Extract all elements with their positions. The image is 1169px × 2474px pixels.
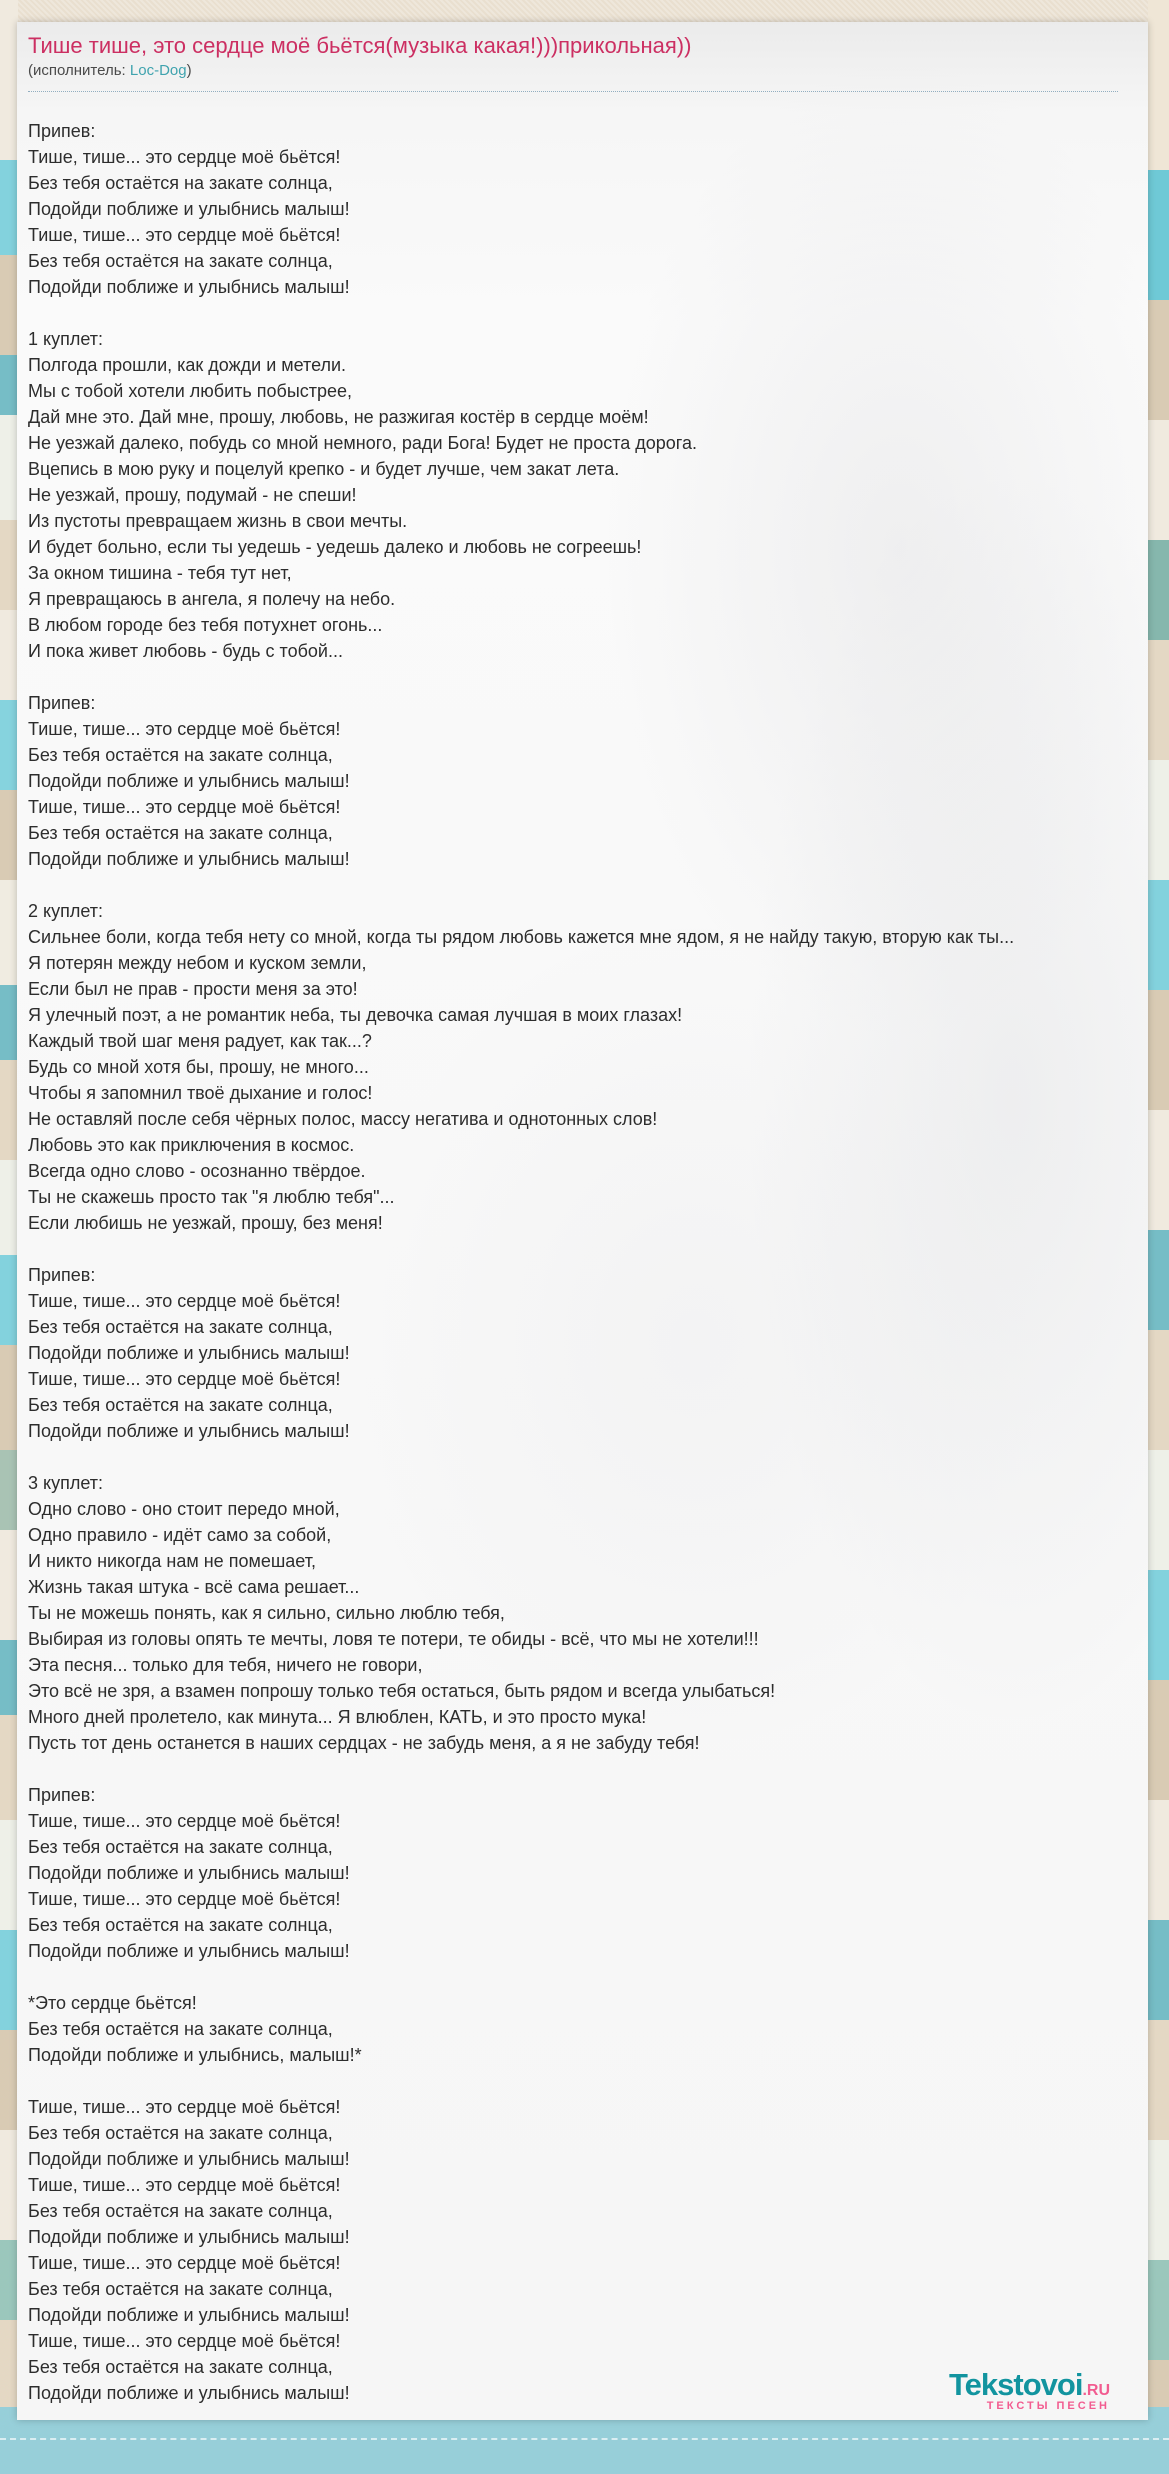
content-panel (17, 22, 1148, 2420)
site-logo-name: Tekstovoi (949, 2367, 1083, 2402)
site-logo-tld: .RU (1082, 2382, 1110, 2399)
lyrics-stanza: Припев: Тише, тише... это сердце моё бьётся! Без тебя остаётся на закате солнца, Подойди поближе и улыбнись малыш! Тише, тише... это сердце моё бьётся! Без тебя остаётся на закате солнца, Подойди поближе и улыбнись малыш! (28, 1784, 350, 1961)
patchwork-border-left (0, 0, 18, 2420)
song-title: Тише тише, это сердце моё бьётся(музыка какая!)))прикольная)) (28, 33, 692, 58)
lyrics-stanza: Припев: Тише, тише... это сердце моё бьётся! Без тебя остаётся на закате солнца, Подойди поближе и улыбнись малыш! Тише, тише... это сердце моё бьётся! Без тебя остаётся на закате солнца, Подойди поближе и улыбнись малыш! (28, 1264, 350, 1441)
lyrics-stanza: Припев: Тише, тише... это сердце моё бьётся! Без тебя остаётся на закате солнца, Подойди поближе и улыбнись малыш! Тише, тише... это сердце моё бьётся! Без тебя остаётся на закате солнца, Подойди поближе и улыбнись малыш! (28, 120, 350, 297)
lyrics-stanza: Припев: Тише, тише... это сердце моё бьётся! Без тебя остаётся на закате солнца, Подойди поближе и улыбнись малыш! Тише, тише... это сердце моё бьётся! Без тебя остаётся на закате солнца, Подойди поближе и улыбнись малыш! (28, 692, 350, 869)
lyrics-stanza: 3 куплет: Одно слово - оно стоит передо мной, Одно правило - идёт само за собой, И никто никогда нам не помешает, Жизнь такая штука - всё сама решает... Ты не можешь понять, как я сильно, сильно люблю тебя, Выбирая из головы опять те мечты, ловя те потери, те обиды - всё, что мы не хотели!!! Эта песня... только для тебя, ничего не говори, Это всё не зря, а взамен попрошу только тебя остаться, быть рядом и всегда улыбаться! Много дней пролетело, как минута... Я влюблен, КАТЬ, и это просто мука! Пусть тот день останется в наших сердцах - не забудь меня, а я не забуду тебя! (28, 1472, 776, 1753)
patchwork-border-right (1148, 0, 1169, 2420)
site-logo-tagline: ТЕКСТЫ ПЕСЕН (986, 2400, 1110, 2412)
artist-link[interactable]: Loc-Dog (129, 61, 187, 79)
lyrics-stanza: *Это сердце бьётся! Без тебя остаётся на закате солнца, Подойди поближе и улыбнись, малыш!* (28, 1992, 362, 2065)
lyrics-stanza: 1 куплет: Полгода прошли, как дожди и метели. Мы с тобой хотели любить побыстрее, Дай мне это. Дай мне, прошу, любовь, не разжигая костёр в сердце моём! Не уезжай далеко, побудь со мной немного, ради Бога! Будет не проста дорога. Вцепись в мою руку и поцелуй крепко - и будет лучше, чем закат лета. Не уезжай, прошу, подумай - не спеши! Из пустоты превращаем жизнь в свои мечты. И будет больно, если ты уедешь - уедешь далеко и любовь не согреешь! За окном тишина - тебя тут нет, Я превращаюсь в ангела, я полечу на небо. В любом городе без тебя потухнет огонь... И пока живет любовь - будь с тобой... (28, 328, 697, 661)
artist-line (28, 62, 1118, 92)
lyrics-text (17, 118, 1148, 2406)
artist-suffix: ) (186, 61, 192, 79)
artist-prefix: (исполнитель: (28, 61, 126, 79)
lyrics-stanza: 2 куплет: Сильнее боли, когда тебя нету со мной, когда ты рядом любовь кажется мне ядом, я не найду такую, вторую как ты... Я потерян между небом и куском земли, Если был не прав - прости меня за это! Я улечный поэт, а не романтик неба, ты девочка самая лучшая в моих глазах! Каждый твой шаг меня радует, как так...? Будь со мной хотя бы, прошу, не много... Чтобы я запомнил твоё дыхание и голос! Не оставляй после себя чёрных полос, массу негатива и однотонных слов! Любовь это как приключения в космос. Всегда одно слово - осознанно твёрдое. Ты не скажешь просто так "я люблю тебя"... Если любишь не уезжай, прошу, без меня! (28, 900, 1015, 1233)
site-logo[interactable] (949, 2369, 1110, 2412)
song-header (17, 22, 1148, 92)
lyrics-stanza: Тише, тише... это сердце моё бьётся! Без тебя остаётся на закате солнца, Подойди поближе и улыбнись малыш! Тише, тише... это сердце моё бьётся! Без тебя остаётся на закате солнца, Подойди поближе и улыбнись малыш! Тише, тише... это сердце моё бьётся! Без тебя остаётся на закате солнца, Подойди поближе и улыбнись малыш! Тише, тише... это сердце моё бьётся! Без тебя остаётся на закате солнца, Подойди поближе и улыбнись малыш! (28, 2096, 350, 2403)
